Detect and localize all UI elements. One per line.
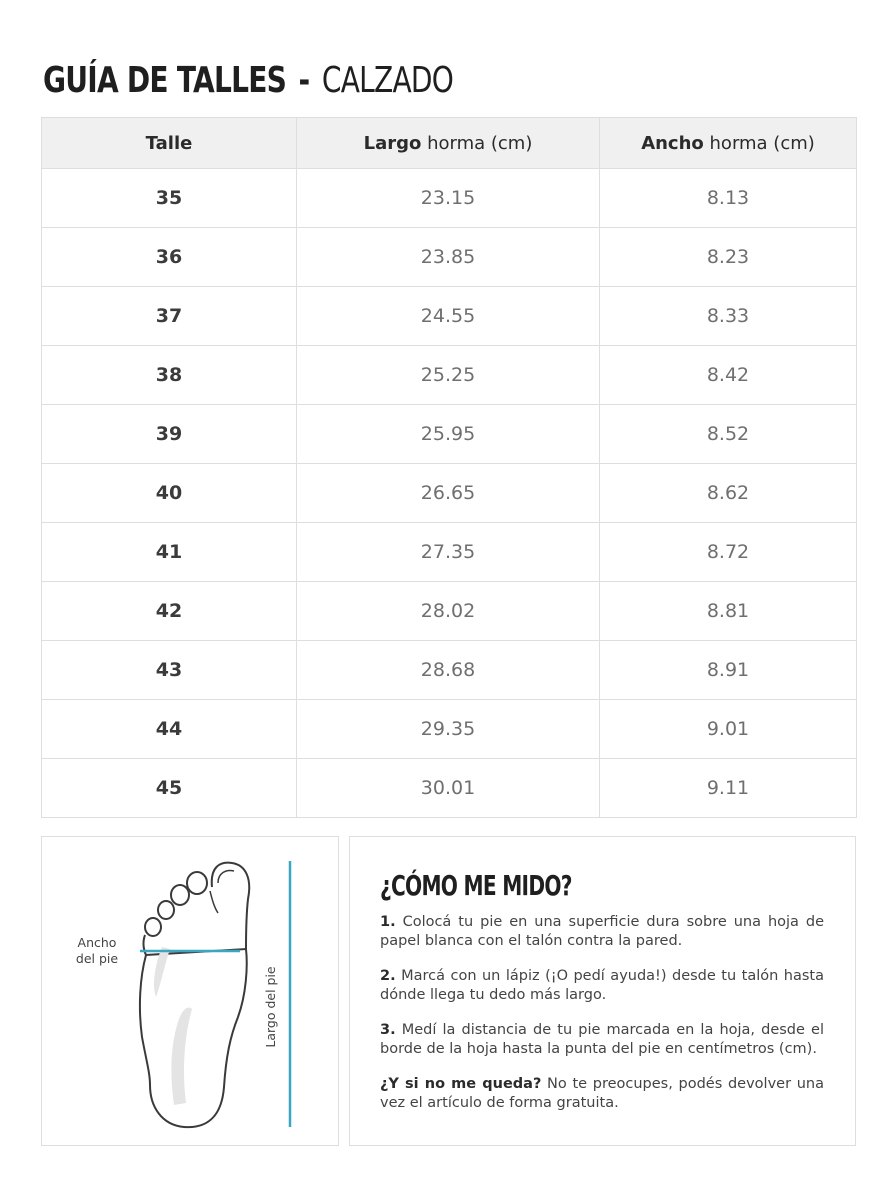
step-text: No te preocupes, podés devolver una vez el artículo de forma gratuita. — [380, 1076, 824, 1111]
instruction-step — [380, 913, 824, 951]
cell-largo: 25.95 — [297, 405, 600, 464]
cell-ancho: 8.52 — [600, 405, 857, 464]
cell-ancho: 9.01 — [600, 700, 857, 759]
cell-talle: 45 — [42, 759, 297, 818]
cell-ancho: 8.33 — [600, 287, 857, 346]
instruction-step — [380, 1021, 824, 1059]
cell-talle: 43 — [42, 641, 297, 700]
header-largo: Largo horma (cm) — [297, 118, 600, 169]
header-ancho: Ancho horma (cm) — [600, 118, 857, 169]
instructions-title: ¿CÓMO ME MIDO? — [380, 869, 572, 902]
foot-outline-icon — [42, 837, 340, 1147]
table-row — [42, 464, 857, 523]
cell-ancho: 8.23 — [600, 228, 857, 287]
cell-talle: 44 — [42, 700, 297, 759]
cell-talle: 37 — [42, 287, 297, 346]
title-main: GUÍA DE TALLES — [43, 59, 287, 101]
cell-largo: 30.01 — [297, 759, 600, 818]
cell-talle: 39 — [42, 405, 297, 464]
table-row — [42, 169, 857, 228]
cell-largo: 24.55 — [297, 287, 600, 346]
cell-largo: 28.02 — [297, 582, 600, 641]
cell-largo: 25.25 — [297, 346, 600, 405]
foot-diagram — [41, 836, 339, 1146]
step-number: 1. — [380, 914, 396, 930]
step-text: Colocá tu pie en una superficie dura sobre una hoja de papel blanca con el talón contra la pared. — [380, 914, 824, 949]
cell-talle: 38 — [42, 346, 297, 405]
cell-ancho: 8.72 — [600, 523, 857, 582]
cell-ancho: 8.62 — [600, 464, 857, 523]
cell-ancho: 8.91 — [600, 641, 857, 700]
cell-largo: 28.68 — [297, 641, 600, 700]
table-row — [42, 405, 857, 464]
cell-talle: 42 — [42, 582, 297, 641]
cell-largo: 26.65 — [297, 464, 600, 523]
step-text: Medí la distancia de tu pie marcada en la hoja, desde el borde de la hoja hasta la punta del pie en centímetros (cm). — [380, 1022, 824, 1057]
cell-largo: 23.15 — [297, 169, 600, 228]
size-table — [41, 117, 857, 818]
cell-ancho: 8.13 — [600, 169, 857, 228]
header-talle: Talle — [42, 118, 297, 169]
page-title — [43, 56, 453, 104]
title-separator: - — [298, 59, 310, 101]
step-number: 3. — [380, 1022, 396, 1038]
table-row — [42, 228, 857, 287]
instruction-step — [380, 967, 824, 1005]
step-number: 2. — [380, 968, 396, 984]
table-row — [42, 759, 857, 818]
cell-talle: 36 — [42, 228, 297, 287]
table-row — [42, 523, 857, 582]
instructions-panel — [349, 836, 856, 1146]
largo-label: Largo del pie — [263, 966, 278, 1048]
cell-talle: 35 — [42, 169, 297, 228]
cell-ancho: 9.11 — [600, 759, 857, 818]
cell-ancho: 8.42 — [600, 346, 857, 405]
ancho-label: Ancho del pie — [75, 935, 119, 966]
cell-ancho: 8.81 — [600, 582, 857, 641]
cell-talle: 41 — [42, 523, 297, 582]
table-row — [42, 700, 857, 759]
cell-largo: 27.35 — [297, 523, 600, 582]
step-number: ¿Y si no me queda? — [380, 1076, 542, 1092]
cell-talle: 40 — [42, 464, 297, 523]
table-row — [42, 346, 857, 405]
table-row — [42, 641, 857, 700]
table-row — [42, 287, 857, 346]
cell-largo: 29.35 — [297, 700, 600, 759]
cell-largo: 23.85 — [297, 228, 600, 287]
title-subtitle: CALZADO — [321, 59, 454, 101]
table-row — [42, 582, 857, 641]
step-text: Marcá con un lápiz (¡O pedí ayuda!) desde tu talón hasta dónde llega tu dedo más largo. — [380, 968, 824, 1003]
instruction-step — [380, 1075, 824, 1113]
table-header-row — [42, 118, 857, 169]
